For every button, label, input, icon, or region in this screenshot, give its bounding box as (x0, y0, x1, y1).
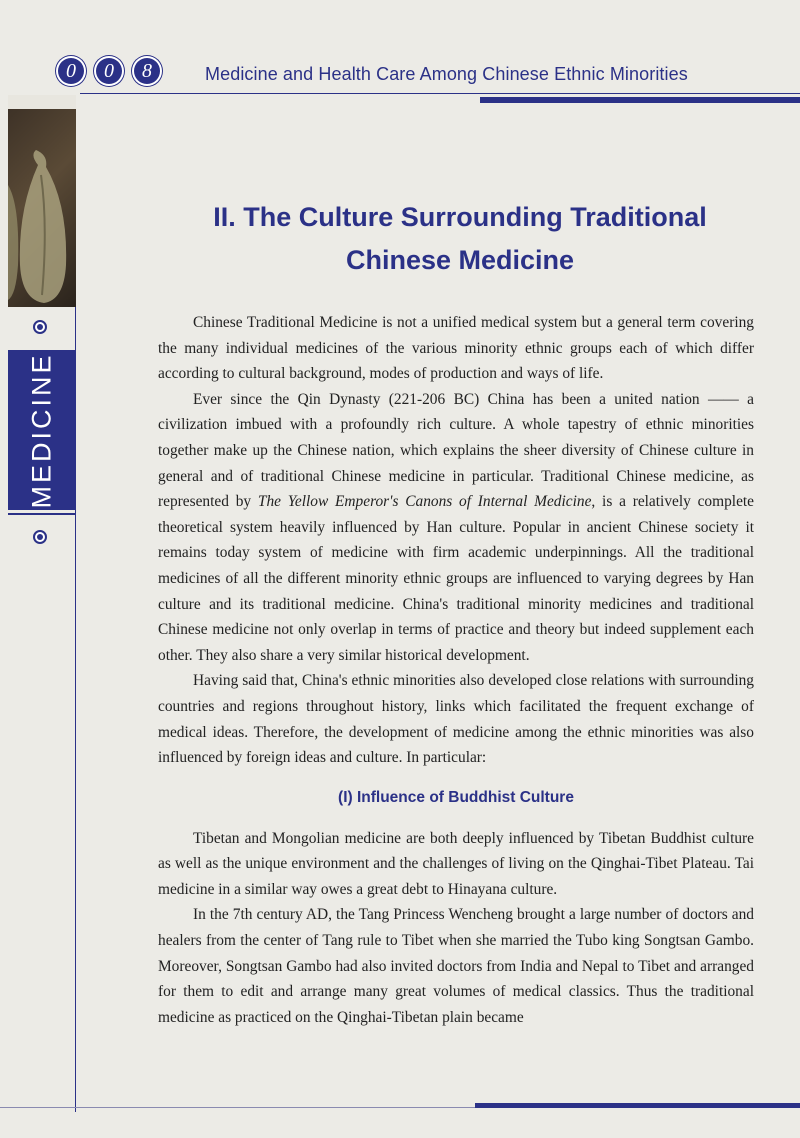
body-text (158, 310, 754, 1030)
page-digit: 0 (94, 56, 124, 86)
header-rule-accent (480, 97, 800, 103)
paragraph (158, 387, 754, 669)
running-header: Medicine and Health Care Among Chinese Ethnic Minorities (205, 64, 688, 84)
chapter-title-line2: Chinese Medicine (345, 245, 575, 275)
herb-bag-photo (8, 95, 76, 307)
footer-rule-accent (475, 1103, 800, 1108)
paragraph: Chinese Traditional Medicine is not a unified medical system but a general term covering the many individual medicines of the various minority ethnic groups each of which differ according to cultural background, modes of production and ways of life. (158, 314, 754, 383)
paragraph: Having said that, China's ethnic minorities also developed close relations with surrounding countries and regions throughout history, links which facilitated the frequent exchange of medical ideas. Therefore, the development of medicine among the ethnic minorities was also influenced by foreign ideas and culture. In particular: (158, 672, 754, 767)
paragraph-text: Ever since the Qin Dynasty (221-206 BC) China has been a united nation —— a civilization imbued with a profoundly rich culture. A whole tapestry of ethnic minorities together make up the Chinese nation, which explains the sheer diversity of Chinese culture in general and of traditional Chinese medicine in particular. Traditional Chinese medicine, as represented by (158, 390, 754, 511)
page-digit: 0 (56, 56, 86, 86)
book-title: The Yellow Emperor's Canons of Internal Medicine (257, 493, 592, 511)
chapter-title (160, 196, 760, 282)
section-tab-rule (8, 513, 76, 515)
paragraph: Tibetan and Mongolian medicine are both deeply influenced by Tibetan Buddhist culture as well as the unique environment and the challenges of living on the Qinghai-Tibet Plateau. Tai medicine in a similar way owes a great debt to Hinayana culture. (158, 829, 754, 898)
section-tab (8, 350, 76, 510)
header-rule (80, 93, 800, 94)
paragraph: In the 7th century AD, the Tang Princess Wencheng brought a large number of doctors and healers from the center of Tang rule to Tibet when she married the Tubo king Songtsan Gambo. Moreover, Songtsan Gambo had also invited doctors from India and Nepal to Tibet and arranged for them to edit and arrange many great volumes of medical classics. Thus the traditional medicine as practiced on the Qinghai-Tibetan plain became (158, 906, 754, 1026)
paragraph-text: , is a relatively complete theoretical system heavily influenced by Han culture. Popular in ancient Chinese society it remains today system of medicine with firm academic underpinnings. All the traditional medicines of all the different minority ethnic groups are influenced to varying degrees by Han culture and its traditional medicine. China's traditional minority medicines and traditional Chinese medicine not only overlap in terms of practice and theory but indeed supplement each other. They also share a very similar historical development. (158, 493, 755, 664)
chapter-title-line1: II. The Culture Surrounding Traditional (213, 202, 707, 232)
sidebar-bullet-icon (33, 320, 47, 334)
section-tab-label: MEDICINE (26, 351, 57, 509)
section-subheading: (I) Influence of Buddhist Culture (338, 788, 574, 806)
sidebar-bullet-icon (33, 530, 47, 544)
page-number (56, 56, 162, 86)
page-digit: 8 (132, 56, 162, 86)
